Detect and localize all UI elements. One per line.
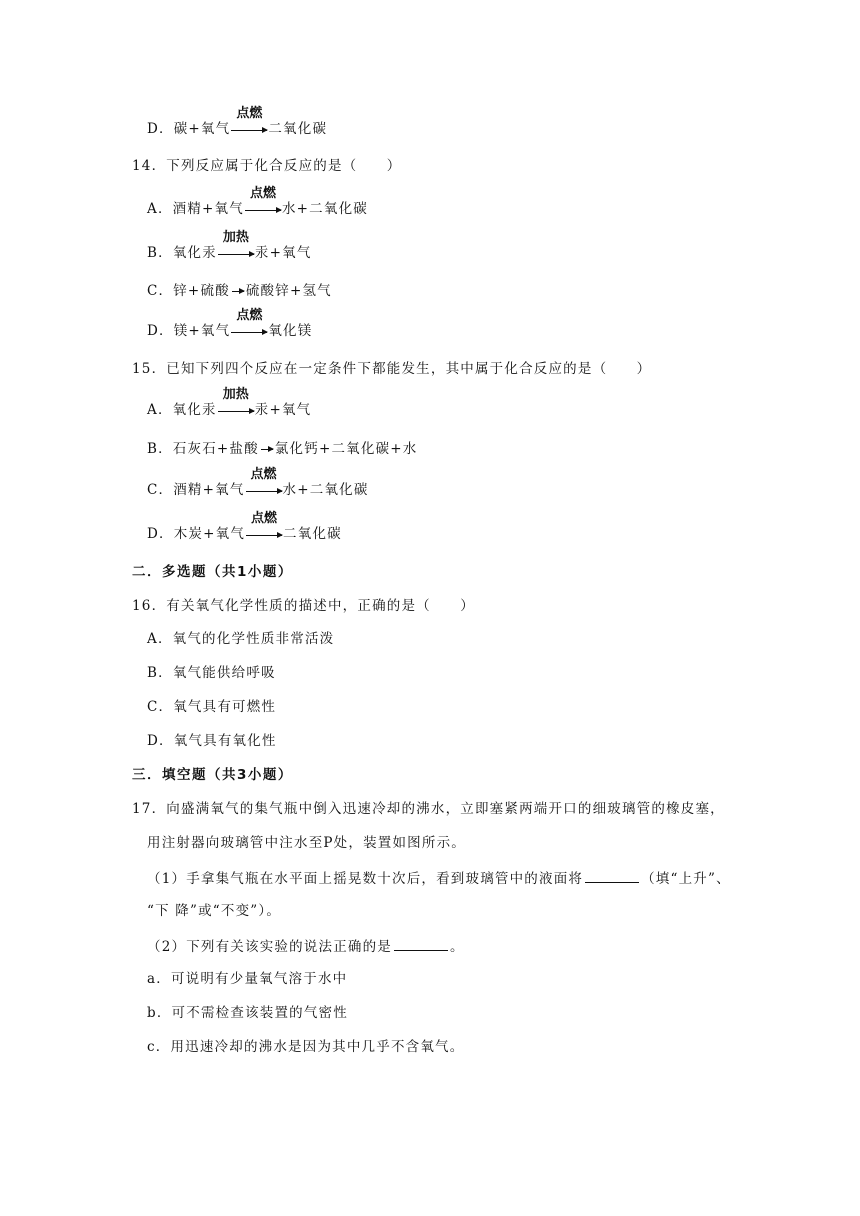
reaction-condition: 点燃: [236, 308, 263, 323]
q17-option-c: c．用迅速冷却的沸水是因为其中几乎不含氧气。: [147, 1039, 465, 1055]
q17-part1-hint: （填“上升”、: [641, 871, 731, 887]
reaction-condition: 点燃: [250, 467, 277, 482]
q17-option-a: a．可说明有少量氧气溶于水中: [147, 971, 348, 987]
q17-part2: [147, 936, 465, 956]
reaction-arrow: [231, 308, 267, 340]
reactants: A．酒精+氧气: [147, 201, 244, 217]
reactants: C．锌+硫酸: [147, 283, 230, 299]
q17-part2-end: 。: [450, 939, 465, 955]
answer-blank[interactable]: [394, 936, 448, 951]
section-heading-fill-in: 三．填空题（共3小题）: [132, 767, 293, 783]
q16-option-c: C．氧气具有可燃性: [147, 699, 277, 715]
reaction-condition: 加热: [222, 387, 249, 402]
answer-blank[interactable]: [585, 868, 639, 883]
reactants: D．碳+氧气: [147, 121, 231, 137]
q16-option-d: D．氧气具有氧化性: [147, 733, 277, 749]
products: 氧化镁: [268, 323, 313, 339]
q15-option-c: [147, 467, 369, 499]
reaction-condition: 点燃: [236, 106, 263, 121]
reaction-condition: 点燃: [249, 186, 276, 201]
reactants: D．镁+氧气: [147, 323, 231, 339]
q17-part1: [147, 868, 731, 888]
q16-option-b: B．氧气能供给呼吸: [147, 665, 276, 681]
products: 氯化钙+二氧化碳+水: [274, 441, 418, 457]
q15-option-a: [147, 387, 312, 419]
q15-option-d: [147, 511, 342, 543]
reaction-arrow: [246, 467, 282, 499]
products: 汞+氧气: [254, 402, 312, 418]
reaction-arrow: [246, 511, 282, 543]
products: 硫酸锌+氢气: [245, 283, 332, 299]
q17-stem-line1: 17．向盛满氧气的集气瓶中倒入迅速冷却的沸水，立即塞紧两端开口的细玻璃管的橡皮塞，: [132, 801, 725, 817]
q17-part1-cont: “下 降”或“不变”）。: [147, 903, 282, 919]
reaction-condition: 加热: [222, 230, 249, 245]
reactants: B．氧化汞: [147, 245, 217, 261]
q14-stem: 14．下列反应属于化合反应的是（ ）: [132, 158, 402, 174]
q17-part1-text: （1）手拿集气瓶在水平面上摇晃数十次后，看到玻璃管中的液面将: [147, 871, 584, 887]
products: 二氧化碳: [268, 121, 328, 137]
reaction-arrow: [218, 387, 254, 419]
q16-option-a: A．氧气的化学性质非常活泼: [147, 631, 335, 647]
products: 水+二氧化碳: [281, 201, 368, 217]
arrow-icon: [232, 291, 244, 292]
reactants: A．氧化汞: [147, 402, 217, 418]
reaction-arrow: [245, 186, 281, 218]
q14-option-c: [147, 282, 332, 300]
q17-option-b: b．可不需检查该装置的气密性: [147, 1005, 348, 1021]
q16-stem: 16．有关氧气化学性质的描述中，正确的是（ ）: [132, 598, 475, 614]
products: 二氧化碳: [283, 526, 342, 542]
reactants: D．木炭+氧气: [147, 526, 246, 542]
arrow-icon: [261, 449, 273, 450]
q17-stem-line2: 用注射器向玻璃管中注水至P处，装置如图所示。: [147, 835, 466, 851]
q15-option-b: [147, 440, 417, 458]
reactants: C．酒精+氧气: [147, 482, 245, 498]
reaction-arrow: [231, 106, 267, 138]
q14-option-a: [147, 186, 368, 218]
q17-part2-text: （2）下列有关该实验的说法正确的是: [147, 939, 392, 955]
section-heading-multiple-choice: 二．多选题（共1小题）: [132, 564, 293, 580]
q14-option-d: [147, 308, 313, 340]
products: 汞+氧气: [254, 245, 312, 261]
products: 水+二氧化碳: [282, 482, 369, 498]
q13-option-d: [147, 106, 328, 138]
reaction-condition: 点燃: [251, 511, 278, 526]
q14-option-b: [147, 230, 312, 262]
reaction-arrow: [218, 230, 254, 262]
q15-stem: 15．已知下列四个反应在一定条件下都能发生，其中属于化合反应的是（ ）: [132, 361, 652, 377]
reactants: B．石灰石+盐酸: [147, 441, 259, 457]
